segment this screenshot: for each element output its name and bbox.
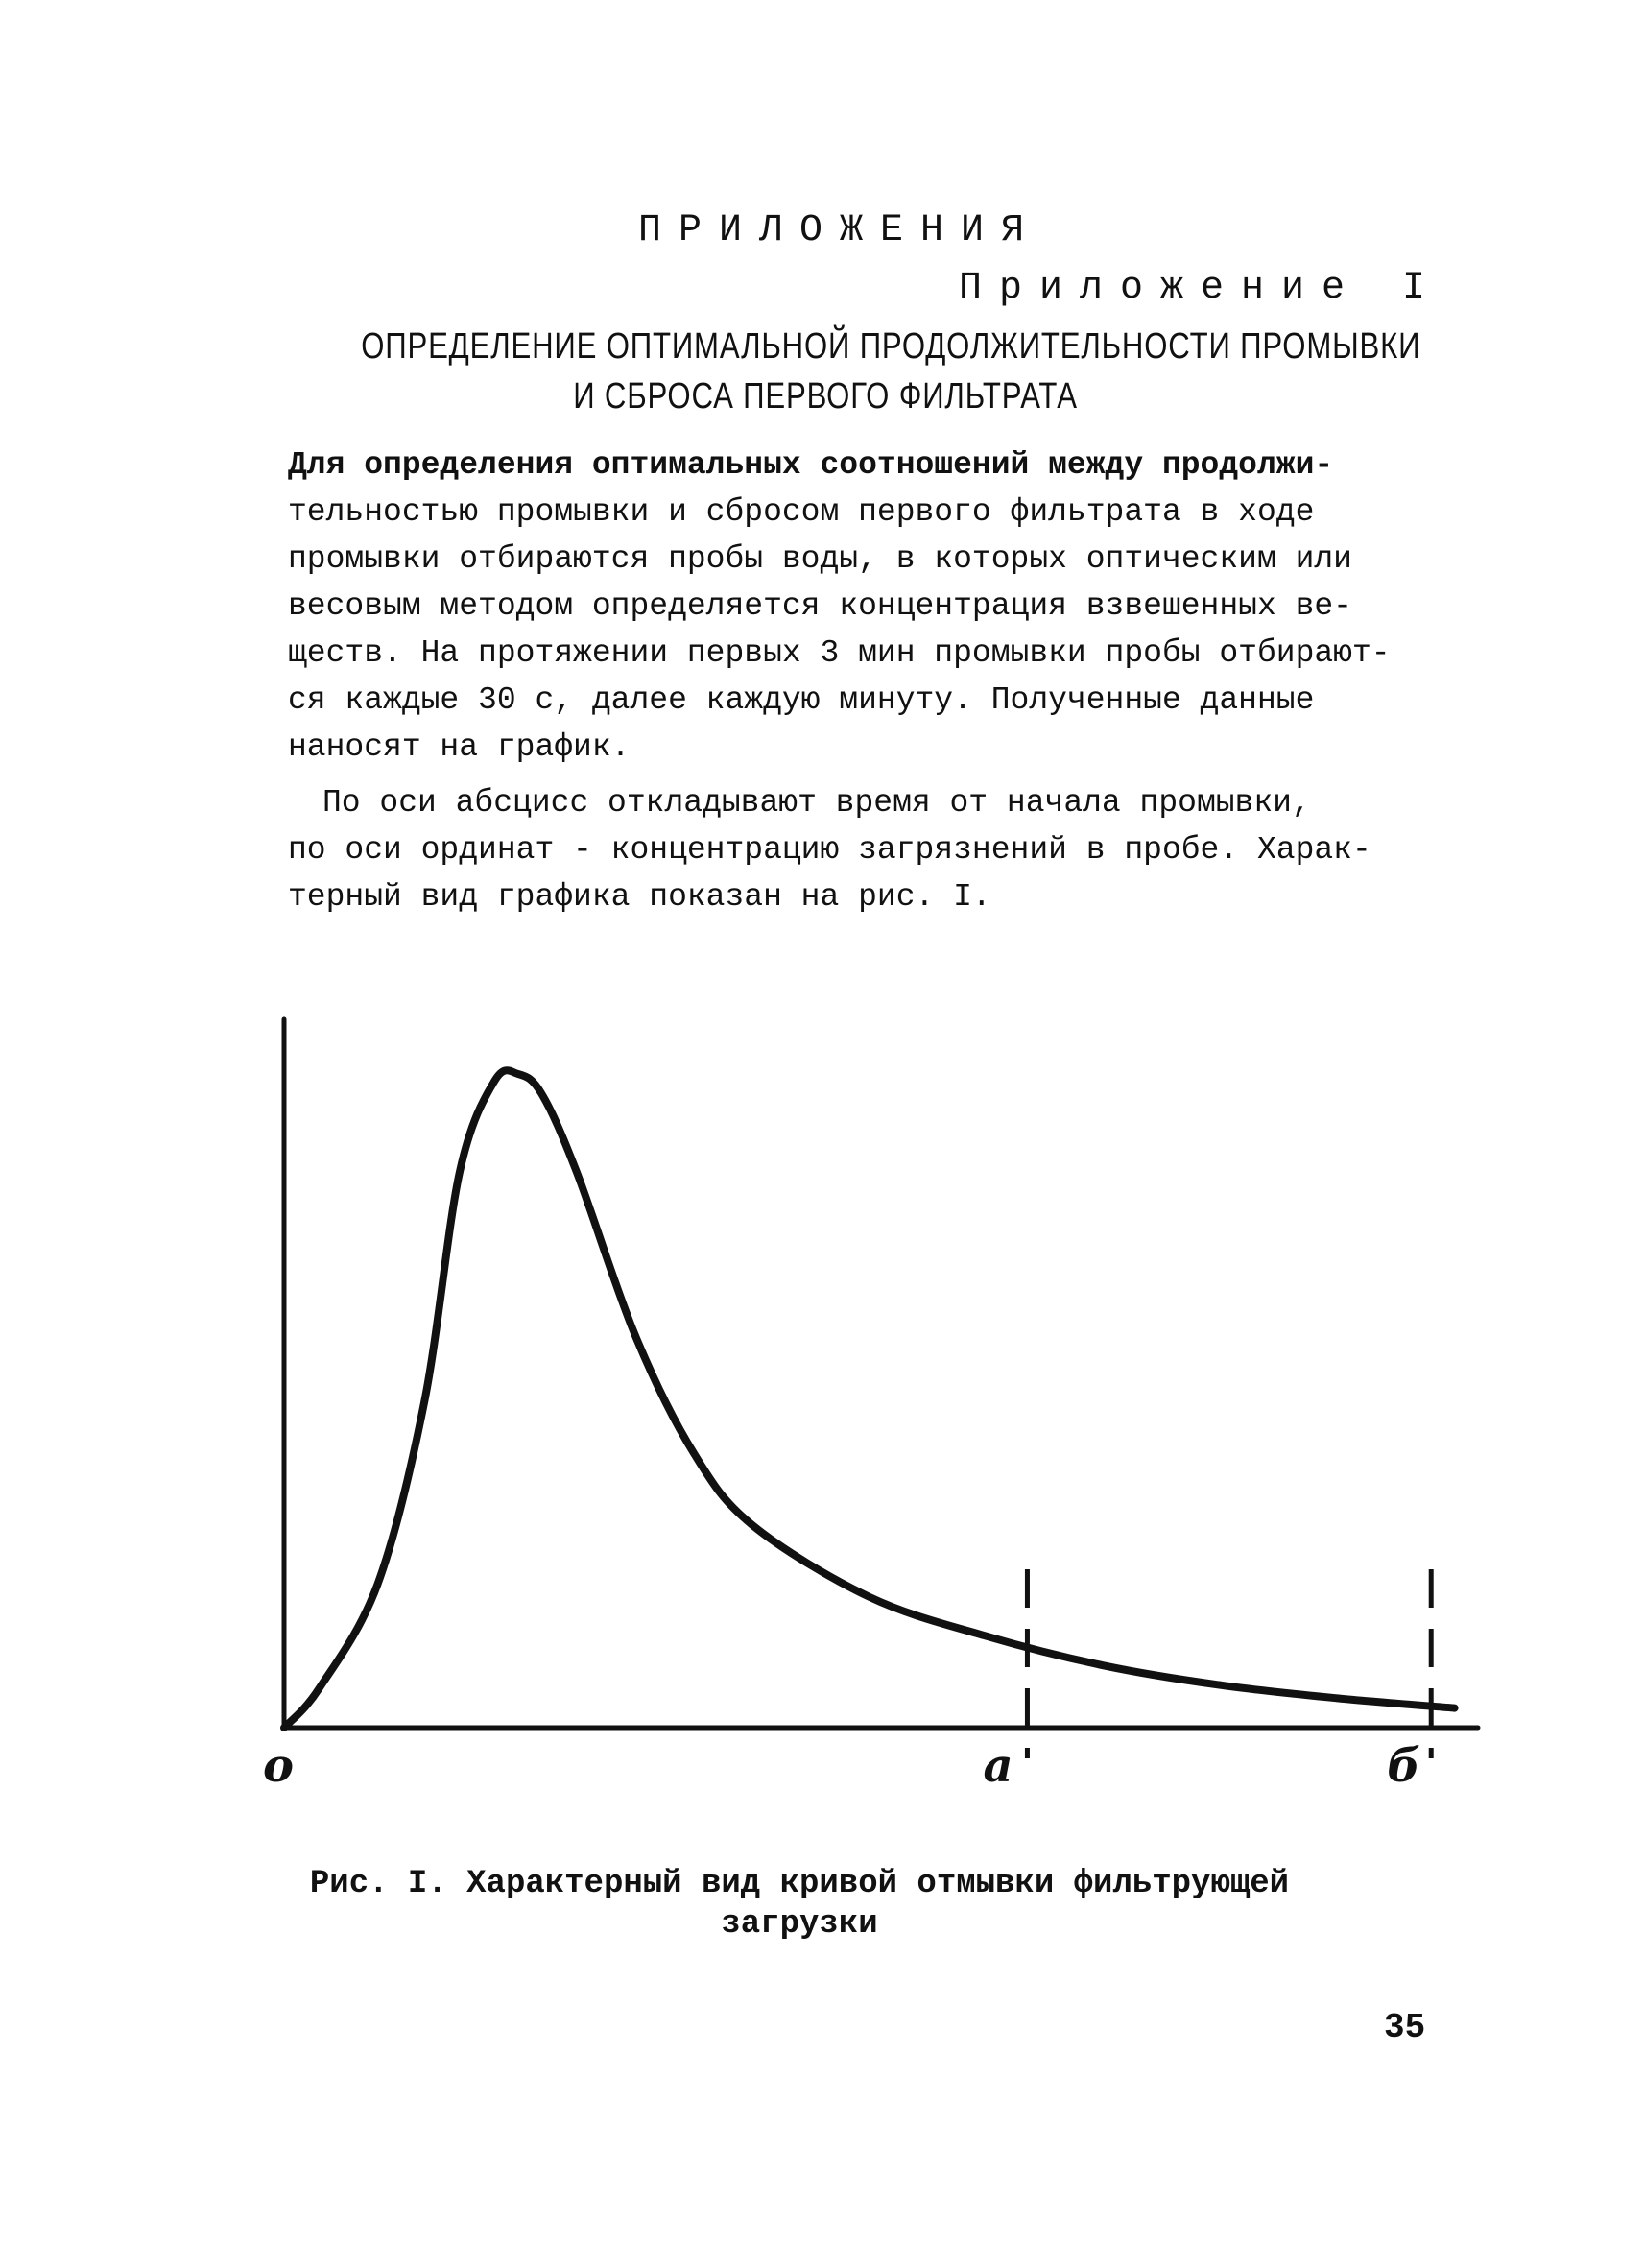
paragraph-1-line: весовым методом определяется концентрация взвешенных ве- — [288, 588, 1352, 624]
section-title: ПРИЛОЖЕНИЯ — [638, 209, 1042, 252]
paragraph-1-line: ся каждые 30 с, далее каждую минуту. Полученные данные — [288, 682, 1315, 718]
heading-line-2: И СБРОСА ПЕРВОГО ФИЛЬТРАТА — [573, 376, 1078, 417]
paragraph-1-line: тельностью промывки и сбросом первого фильтрата в ходе — [288, 494, 1315, 530]
paragraph-2-line: По оси абсцисс откладывают время от начала промывки, — [322, 785, 1311, 821]
paragraph-1-lead: Для определения оптимальных соотношений между продолжи- — [288, 447, 1334, 483]
caption-line-1: Рис. I. Характерный вид кривой отмывки фильтрующей — [309, 1866, 1290, 1902]
tick-label: а — [983, 1739, 1013, 1793]
marker-group — [1027, 1569, 1431, 1758]
paragraph-1-line: ществ. На протяжении первых 3 мин промывки пробы отбирают- — [288, 635, 1391, 671]
caption-line-2: загрузки — [721, 1906, 878, 1943]
tick-label-group — [263, 1739, 1420, 1793]
appendix-label: Приложение I — [958, 267, 1442, 310]
paragraph-2 — [288, 779, 1371, 920]
tick-label: б — [1387, 1739, 1420, 1793]
paragraph-1 — [288, 442, 1391, 771]
paragraph-2-line: терный вид графика показан на рис. I. — [288, 879, 991, 915]
paragraph-1-line: наносят на график. — [288, 729, 631, 765]
tick-label: о — [263, 1739, 295, 1793]
page-number: 35 — [1384, 2008, 1426, 2047]
washout-curve — [284, 1070, 1455, 1728]
paragraph-2-line: по оси ординат - концентрацию загрязнений в пробе. Харак- — [288, 832, 1371, 868]
figure-caption — [305, 1864, 1294, 1945]
paragraph-1-line: промывки отбираются пробы воды, в которых оптическим или — [288, 541, 1352, 577]
heading-line-1: ОПРЕДЕЛЕНИЕ ОПТИМАЛЬНОЙ ПРОДОЛЖИТЕЛЬНОСТИ ПРОМЫВКИ — [361, 326, 1421, 367]
